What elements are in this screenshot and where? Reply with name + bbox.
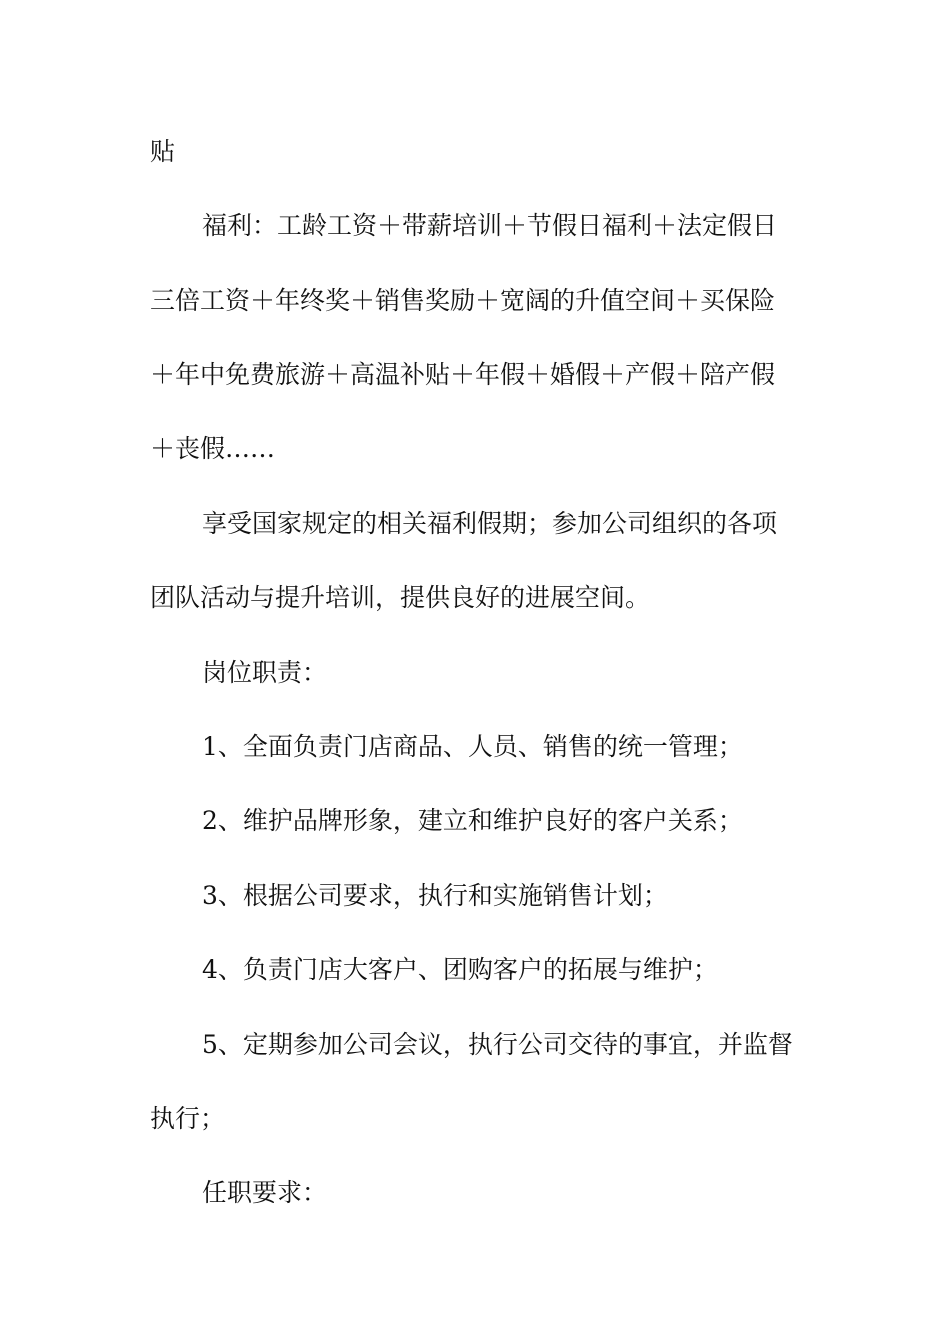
text-line-4: ＋年中免费旅游＋高温补贴＋年假＋婚假＋产假＋陪产假 [150, 360, 776, 389]
duty-item-1: 1、全面负责门店商品、人员、销售的统一管理； [202, 732, 743, 761]
text-line-7: 团队活动与提升培训，提供良好的进展空间。 [150, 583, 651, 612]
text-line-6: 享受国家规定的相关福利假期；参加公司组织的各项 [202, 509, 778, 538]
duty-item-3: 3、根据公司要求，执行和实施销售计划； [202, 881, 668, 910]
text-line-3: 三倍工资＋年终奖＋销售奖励＋宽阔的升值空间＋买保险 [150, 286, 776, 315]
duty-item-5-continued: 执行； [150, 1104, 226, 1133]
text-line-5: ＋丧假…… [150, 434, 276, 463]
text-line-1: 贴 [150, 137, 176, 166]
duty-item-4: 4、负责门店大客户、团购客户的拓展与维护； [202, 955, 718, 984]
section-heading-requirements: 任职要求： [202, 1178, 328, 1207]
duty-item-2: 2、维护品牌形象，建立和维护良好的客户关系； [202, 806, 743, 835]
duty-item-5: 5、定期参加公司会议，执行公司交待的事宜，并监督 [202, 1030, 793, 1059]
text-line-2: 福利：工龄工资＋带薪培训＋节假日福利＋法定假日 [202, 211, 778, 240]
section-heading-duties: 岗位职责： [202, 658, 328, 687]
